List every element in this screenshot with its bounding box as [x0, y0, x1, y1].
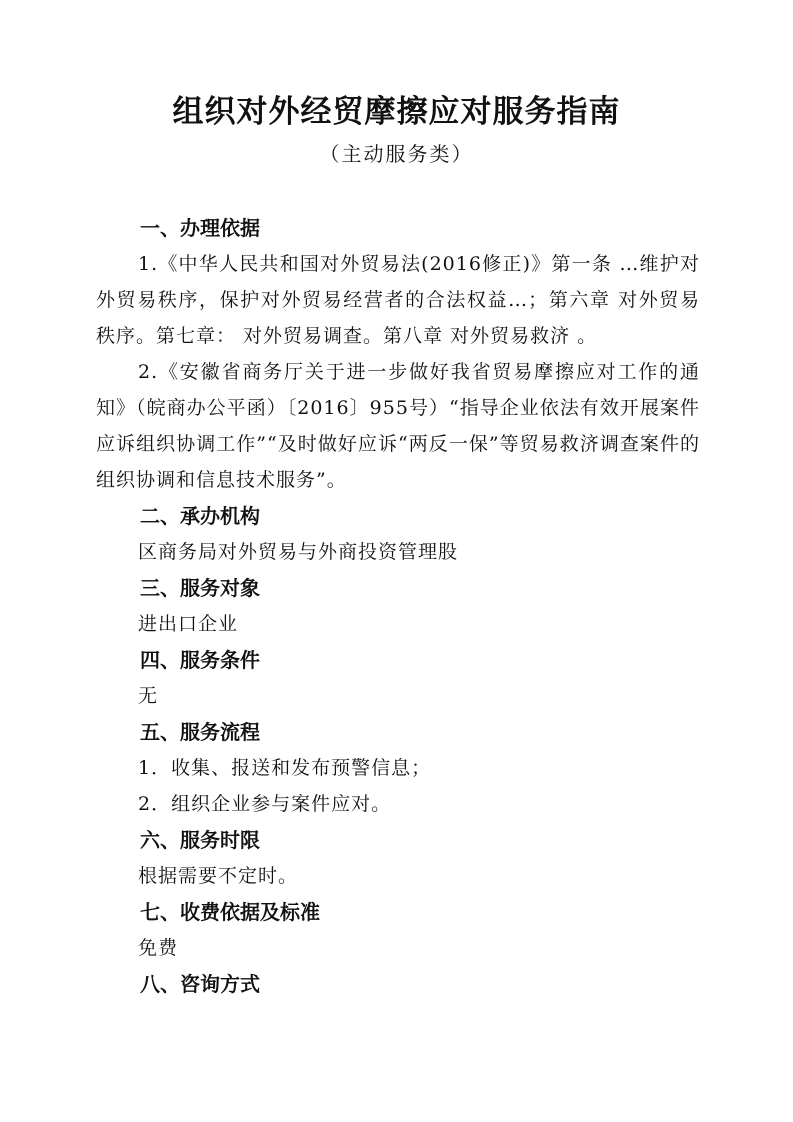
time-limit-text: 根据需要不定时。 [138, 865, 299, 887]
conditions-text: 无 [138, 685, 159, 707]
target-text: 进出口企业 [138, 613, 239, 635]
document-subtitle: （主动服务类） [319, 142, 474, 166]
section-heading-time-limit: 六、服务时限 [140, 828, 260, 852]
section-heading-target: 三、服务对象 [140, 576, 260, 600]
process-step-1: 1．收集、报送和发布预警信息； [138, 757, 432, 779]
document-body [96, 210, 700, 1002]
section-heading-fees: 七、收费依据及标准 [140, 900, 320, 924]
document-title: 组织对外经贸摩擦应对服务指南 [172, 94, 621, 130]
fees-text: 免费 [138, 937, 179, 959]
basis-paragraph-2: 2.《安徽省商务厅关于进一步做好我省贸易摩擦应对工作的通知》（皖商办公平函）〔2016〕955号）“指导企业依法有效开展案件应诉组织协调工作”“及时做好应诉“两反一保”等贸易救济调查案件的组织协调和信息技术服务”。 [96, 361, 700, 491]
section-heading-agency: 二、承办机构 [140, 504, 260, 528]
agency-text: 区商务局对外贸易与外商投资管理股 [138, 541, 459, 563]
process-step-2: 2．组织企业参与案件应对。 [138, 793, 392, 815]
section-heading-process: 五、服务流程 [140, 720, 260, 744]
section-heading-consult: 八、咨询方式 [140, 972, 260, 996]
basis-paragraph-1: 1.《中华人民共和国对外贸易法(2016修正)》第一条 …维护对外贸易秩序，保护对外贸易经营者的合法权益…；第六章 对外贸易秩序。第七章： 对外贸易调查。第八章 对外贸易救济 。 [96, 253, 700, 347]
section-heading-conditions: 四、服务条件 [140, 648, 260, 672]
section-heading-basis: 一、办理依据 [140, 216, 260, 240]
